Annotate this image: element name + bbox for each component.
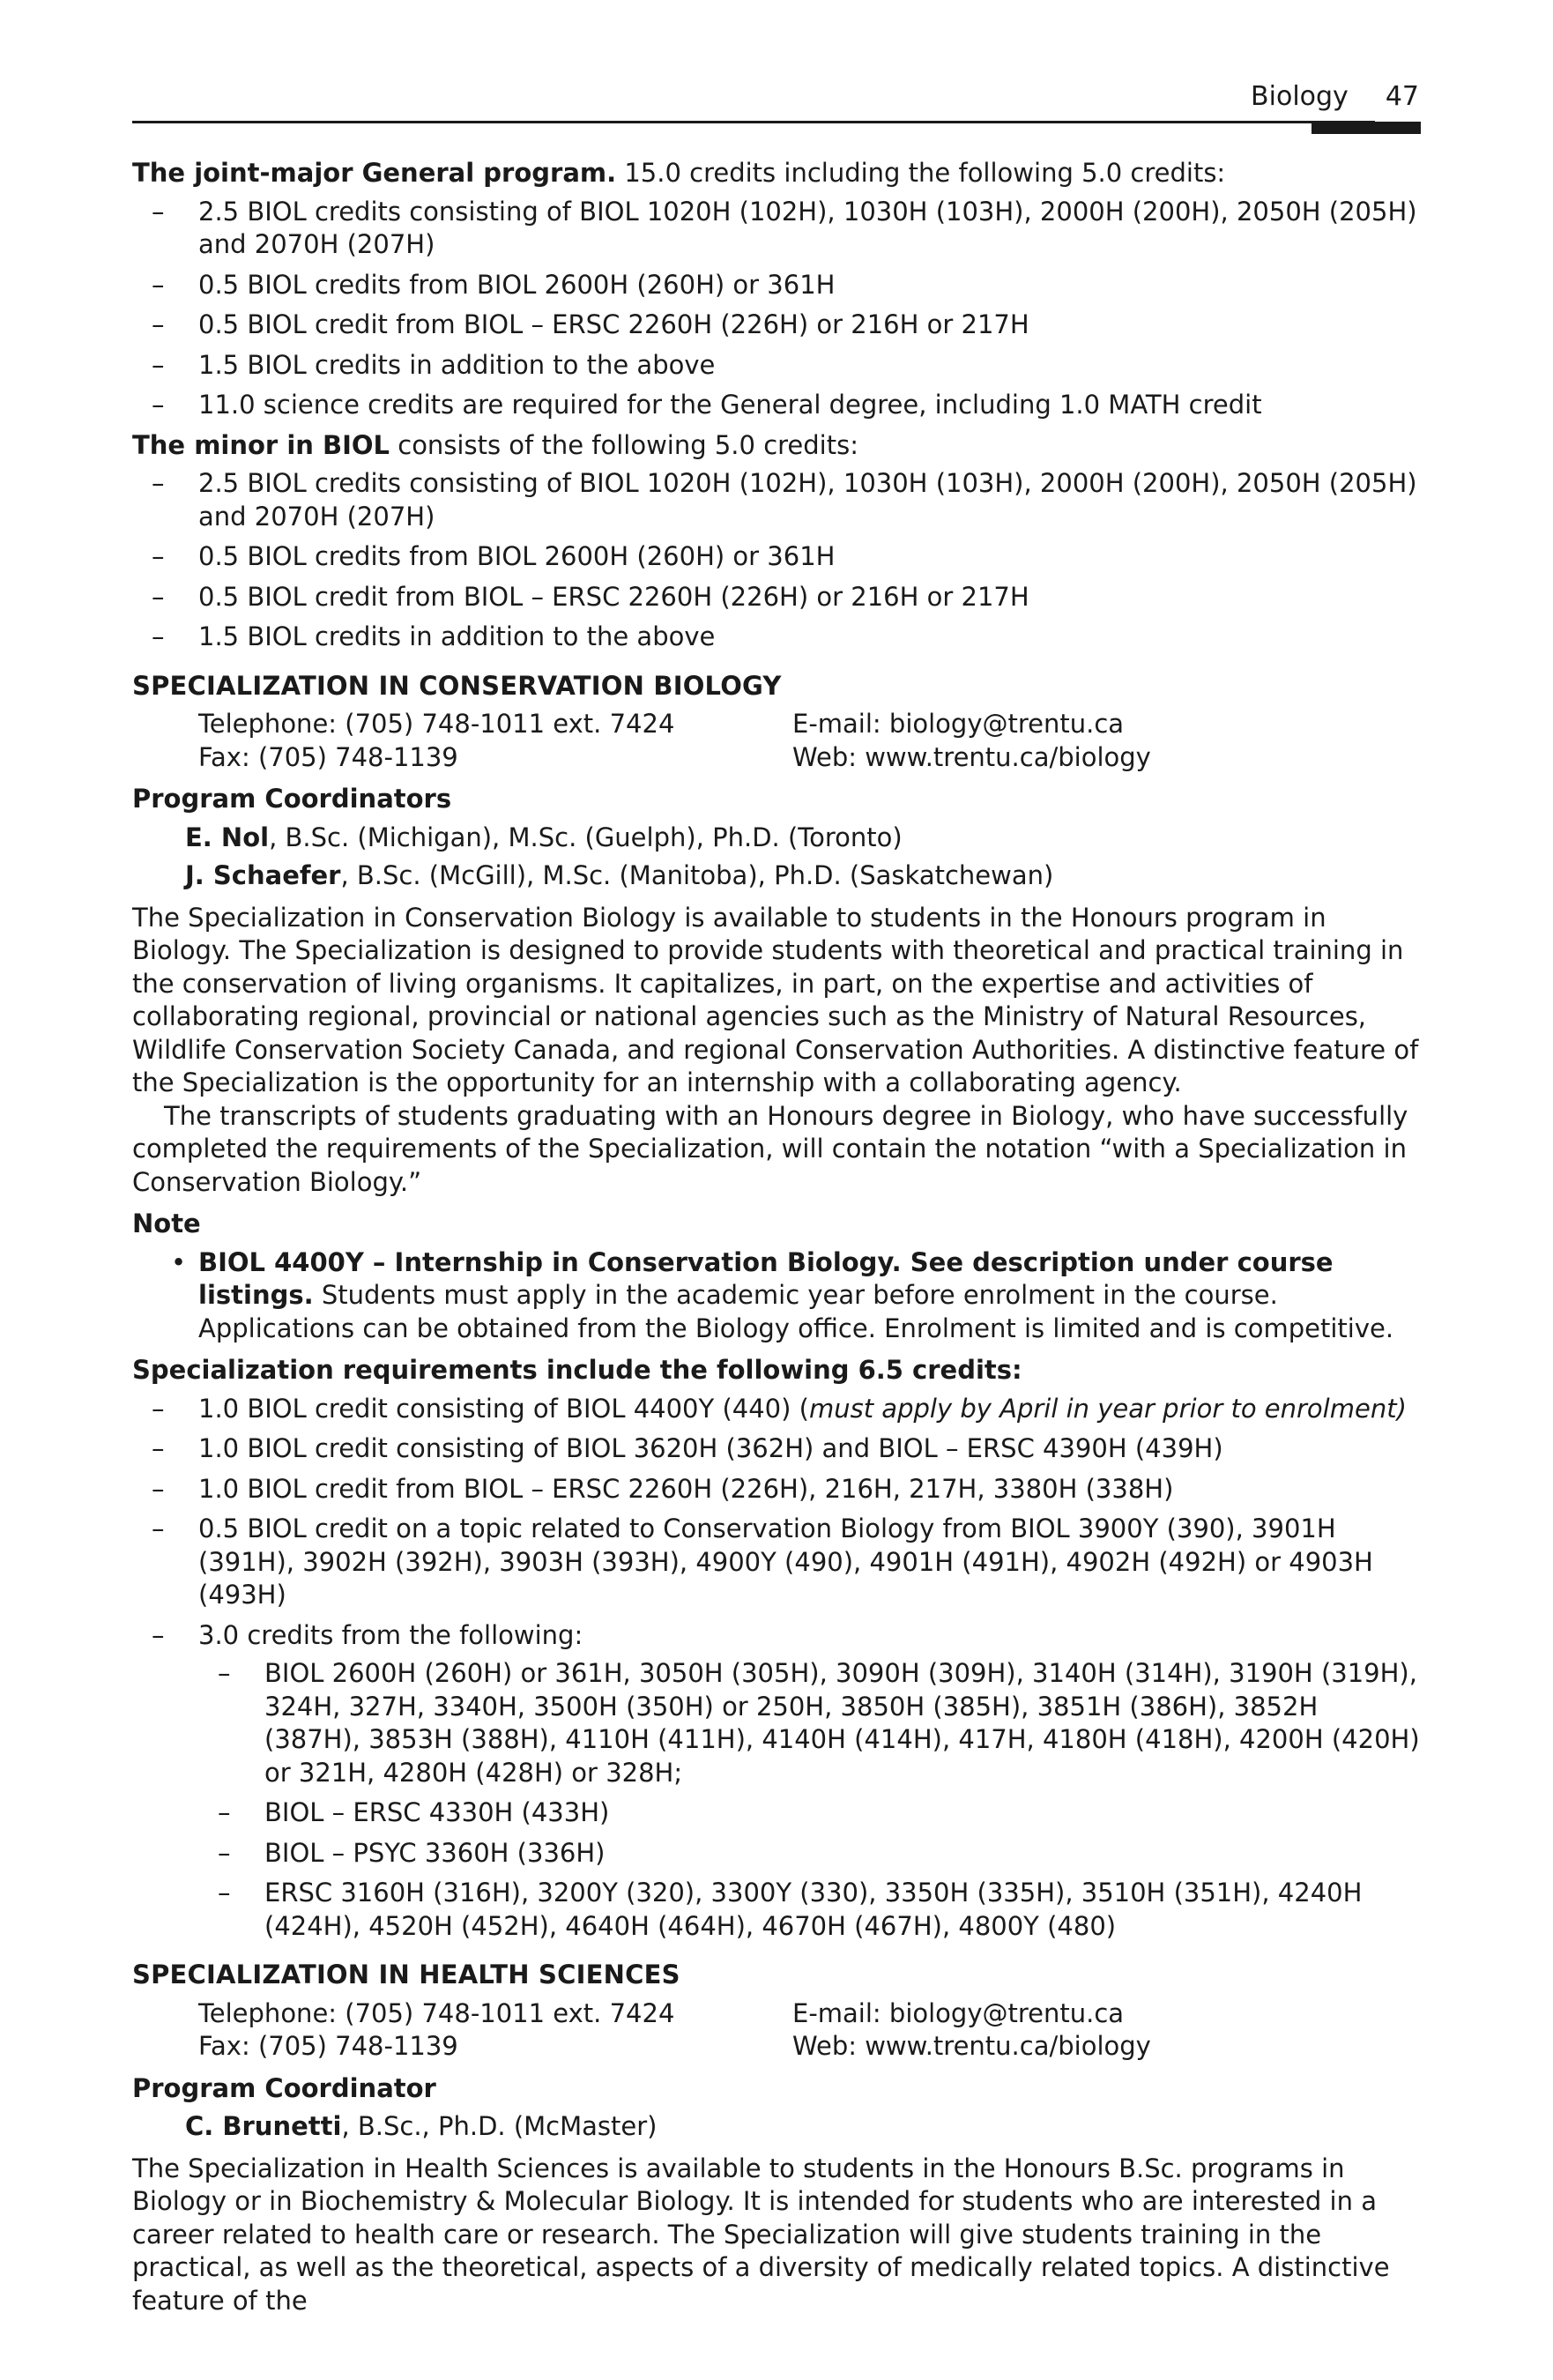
requirement-italic: must apply by April in year prior to enrolment) [808, 1393, 1407, 1424]
health-telephone: Telephone: (705) 748-1011 ext. 7424 [198, 1997, 675, 2028]
list-item: – 2.5 BIOL credits consisting of BIOL 1020H (102H), 1030H (103H), 2000H (200H), 2050H (205H) and 2070H (207H) [132, 196, 1421, 262]
minor-paragraph [132, 429, 1421, 463]
list-item: – 1.5 BIOL credits in addition to the above [132, 349, 1421, 383]
coordinator-name: E. Nol [185, 822, 270, 852]
list-item: – 0.5 BIOL credits from BIOL 2600H (260H) or 361H [132, 269, 1421, 302]
health-paragraph: The Specialization in Health Sciences is available to students in the Honours B.Sc. programs in Biology or in Biochemistry & Molecular Biology. It is intended for students who are interested in a career related to health care or research. The Specialization will give students training in the practical, as well as the theoretical, aspects of a diversity of medically related topics. A distinctive feature of the [132, 2153, 1390, 2316]
coordinator-credentials: , B.Sc., Ph.D. (McMaster) [341, 2111, 658, 2141]
note-text: Students must apply in the academic year before enrolment in the course. Applications can be obtained from the Biology office. Enrolment is limited and is competitive. [198, 1280, 1394, 1343]
page-number: 47 [1385, 81, 1419, 112]
sub-list-item: – BIOL 2600H (260H) or 361H, 3050H (305H), 3090H (309H), 3140H (314H), 3190H (319H), 324H, 327H, 3340H, 3500H (350H) or 250H, 3850H (385H), 3851H (386H), 3852H (387H), 3853H (388H), 4110H (411H), 4140H (414H), 417H, 4180H (418H), 4200H (420H) or 321H, 4280H (428H) or 328H; [198, 1657, 1421, 1789]
minor-intro: consists of the following 5.0 credits: [390, 429, 858, 460]
joint-major-head: The joint-major General program. [132, 158, 617, 188]
list-item: – 0.5 BIOL credit on a topic related to Conservation Biology from BIOL 3900Y (390), 3901H (391H), 3902H (392H), 3903H (393H), 4900Y (490), 4901H (491H), 4902H (492H) or 4903H (493H) [132, 1513, 1421, 1612]
conservation-paragraph-1: The Specialization in Conservation Biology is available to students in the Honours program in Biology. The Specialization is designed to provide students with theoretical and practical training in the conservation of living organisms. It capitalizes, in part, on the expertise and activities of collaborating regional, provincial or national agencies such as the Ministry of Natural Resources, Wildlife Conservation Society Canada, and regional Conservation Authorities. A distinctive feature of the Specialization is the opportunity for an internship with a collaborating agency. [132, 902, 1419, 1097]
sub-list-item: – ERSC 3160H (316H), 3200Y (320), 3300Y (330), 3350H (335H), 3510H (351H), 4240H (424H), 4520H (452H), 4640H (464H), 4670H (467H), 4800Y (480) [198, 1877, 1421, 1943]
page-content [132, 157, 1421, 2317]
requirement-text: 1.0 BIOL credit consisting of BIOL 4400Y (440) ( [198, 1393, 809, 1424]
note-head: Note [132, 1209, 201, 1238]
coordinator-name: C. Brunetti [185, 2111, 342, 2141]
list-item: – 1.0 BIOL credit from BIOL – ERSC 2260H (226H), 216H, 217H, 3380H (338H) [132, 1473, 1421, 1506]
note-bold: BIOL 4400Y – Internship in Conservation Biology. See description under course listings. [198, 1246, 1334, 1310]
conservation-fax: Fax: (705) 748-1139 [198, 741, 458, 772]
conservation-web: Web: www.trentu.ca/biology [792, 741, 1151, 772]
health-coordinator-head: Program Coordinator [132, 2072, 436, 2103]
list-item: – 11.0 science credits are required for the General degree, including 1.0 MATH credit [132, 389, 1421, 422]
note-item [132, 1246, 1421, 1346]
list-item [132, 1393, 1421, 1426]
header-tab-bar [1312, 122, 1421, 134]
health-contact [198, 1997, 1421, 2064]
coordinator-entry [185, 859, 1421, 893]
list-item [132, 1619, 1421, 1944]
conservation-paragraph-2: The transcripts of students graduating with an Honours degree in Biology, who have successfully completed the requirements of the Specialization, will contain the notation “with a Specialization in Conservation Biology.” [132, 1100, 1408, 1197]
joint-major-intro: 15.0 credits including the following 5.0 credits: [616, 158, 1226, 188]
health-web: Web: www.trentu.ca/biology [792, 2031, 1151, 2061]
conservation-contact [198, 708, 1421, 774]
coordinator-entry [185, 822, 1421, 855]
list-item: – 0.5 BIOL credits from BIOL 2600H (260H) or 361H [132, 540, 1421, 574]
sub-list-item: – BIOL – PSYC 3360H (336H) [198, 1837, 1421, 1871]
health-heading: SPECIALIZATION IN HEALTH SCIENCES [132, 1960, 680, 1990]
conservation-email: E-mail: biology@trentu.ca [792, 709, 1125, 739]
conservation-telephone: Telephone: (705) 748-1011 ext. 7424 [198, 709, 675, 739]
requirement-text: 3.0 credits from the following: [198, 1619, 583, 1650]
coordinator-credentials: , B.Sc. (Michigan), M.Sc. (Guelph), Ph.D. (Toronto) [269, 822, 903, 852]
joint-major-paragraph [132, 157, 1421, 190]
sub-list-item: – BIOL – ERSC 4330H (433H) [198, 1796, 1421, 1830]
list-item: – 1.0 BIOL credit consisting of BIOL 3620H (362H) and BIOL – ERSC 4390H (439H) [132, 1432, 1421, 1466]
requirements-sublist [198, 1657, 1421, 1943]
requirements-head: Specialization requirements include the following 6.5 credits: [132, 1355, 1022, 1385]
minor-list [132, 467, 1421, 654]
list-item: – 0.5 BIOL credit from BIOL – ERSC 2260H (226H) or 216H or 217H [132, 309, 1421, 342]
list-item: – 0.5 BIOL credit from BIOL – ERSC 2260H (226H) or 216H or 217H [132, 581, 1421, 614]
running-header [1251, 81, 1419, 112]
coordinator-name: J. Schaefer [185, 860, 341, 890]
conservation-heading: SPECIALIZATION IN CONSERVATION BIOLOGY [132, 670, 782, 701]
list-item: – 2.5 BIOL credits consisting of BIOL 1020H (102H), 1030H (103H), 2000H (200H), 2050H (205H) and 2070H (207H) [132, 467, 1421, 533]
coordinator-entry [185, 2110, 1421, 2144]
conservation-coordinators-head: Program Coordinators [132, 784, 452, 814]
joint-major-list [132, 196, 1421, 422]
health-fax: Fax: (705) 748-1139 [198, 2031, 458, 2061]
note-list [132, 1246, 1421, 1346]
header-rule [132, 121, 1375, 123]
header-section-title: Biology [1251, 81, 1349, 112]
list-item: – 1.5 BIOL credits in addition to the above [132, 621, 1421, 654]
health-email: E-mail: biology@trentu.ca [792, 1997, 1125, 2028]
minor-head: The minor in BIOL [132, 429, 390, 460]
coordinator-credentials: , B.Sc. (McGill), M.Sc. (Manitoba), Ph.D. (Saskatchewan) [340, 860, 1054, 890]
requirements-list [132, 1393, 1421, 1944]
